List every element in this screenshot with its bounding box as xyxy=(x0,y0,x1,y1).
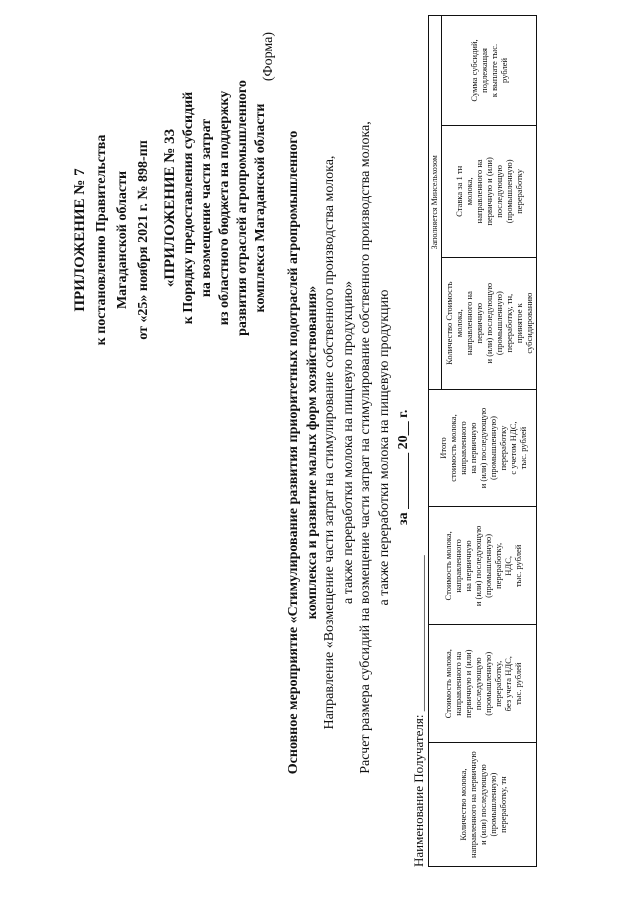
column-header-accepted-quantity: Количество Стоимость молока, направленного на первичную и (или) последующую (промышленную) переработку, тн, принятое к субсидированию xyxy=(442,257,537,389)
recipient-label: Наименование Получателя: ________________________ xyxy=(411,555,426,867)
column-header-vat: Стоимость молока, направленного на первичную и (или) последующую (промышленную) переработку, НДС, тыс. рублей xyxy=(429,507,537,625)
order-line: развития отраслей агропромышленного xyxy=(235,80,250,336)
column-header-rate: Ставка за 1 тн молока, направленного на первичную и (или) последующую (промышленную) переработку xyxy=(442,125,537,257)
direction-line: Направление «Возмещение части затрат на стимулирование собственного производства молока, xyxy=(322,155,337,730)
period-line: за ________ 20__ г. xyxy=(396,409,411,525)
event-line: комплекса и развитие малых форм хозяйствования» xyxy=(305,285,320,620)
form-label: (Форма) xyxy=(261,32,276,82)
direction-heading xyxy=(320,20,358,865)
order-line: к Порядку предоставления субсидий xyxy=(181,91,196,325)
appendix-date-line: от «25» ноября 2021 г. № 898-пп xyxy=(136,140,151,340)
appendix-title: ПРИЛОЖЕНИЕ № 7 xyxy=(72,168,88,312)
event-heading xyxy=(284,30,322,875)
order-appendix-block xyxy=(160,28,270,388)
appendix-line: Магаданской области xyxy=(115,170,130,310)
calculation-line: а также переработки молока на пищевую продукцию xyxy=(377,289,392,606)
order-line: комплекса Магаданской области xyxy=(253,103,268,313)
column-header-total-with-vat: Итого стоимость молока, направленного на первичную и (или) последующую (промышленную) переработку с учетом НДС, тыс. рублей xyxy=(429,389,537,507)
calculation-line: Расчет размера субсидий на возмещение части затрат на стимулирование собственного производства молока, xyxy=(358,121,373,774)
column-header-cost-without-vat: Стоимость молока, направленного на первичную и (или) последующую (промышленную) переработку, без учета НДС, тыс. рублей xyxy=(429,625,537,743)
calculation-heading xyxy=(356,25,394,870)
column-header-subsidy-amount: Сумма субсидий, подлежащая к выплате тыс. рублей xyxy=(442,16,537,126)
ministry-group-header: Заполняется Минсельхозом xyxy=(429,16,442,390)
subsidy-calculation-table xyxy=(428,15,537,867)
order-line: на возмещение части затрат xyxy=(199,118,214,298)
order-line: из областного бюджета на поддержку xyxy=(217,90,232,326)
column-header-quantity: Количество молока, направленного на первичную и (или) последующую (промышленную) переработку, тн xyxy=(429,743,537,867)
direction-line: а также переработки молока на пищевую продукцию» xyxy=(341,281,356,604)
event-line: Основное мероприятие «Стимулирование развития приоритетных подотраслей агропромышленного xyxy=(286,130,301,775)
appendix-block xyxy=(70,30,154,450)
appendix-line: к постановлению Правительства xyxy=(94,134,109,346)
order-appendix-title: «ПРИЛОЖЕНИЕ № 33 xyxy=(162,128,178,288)
